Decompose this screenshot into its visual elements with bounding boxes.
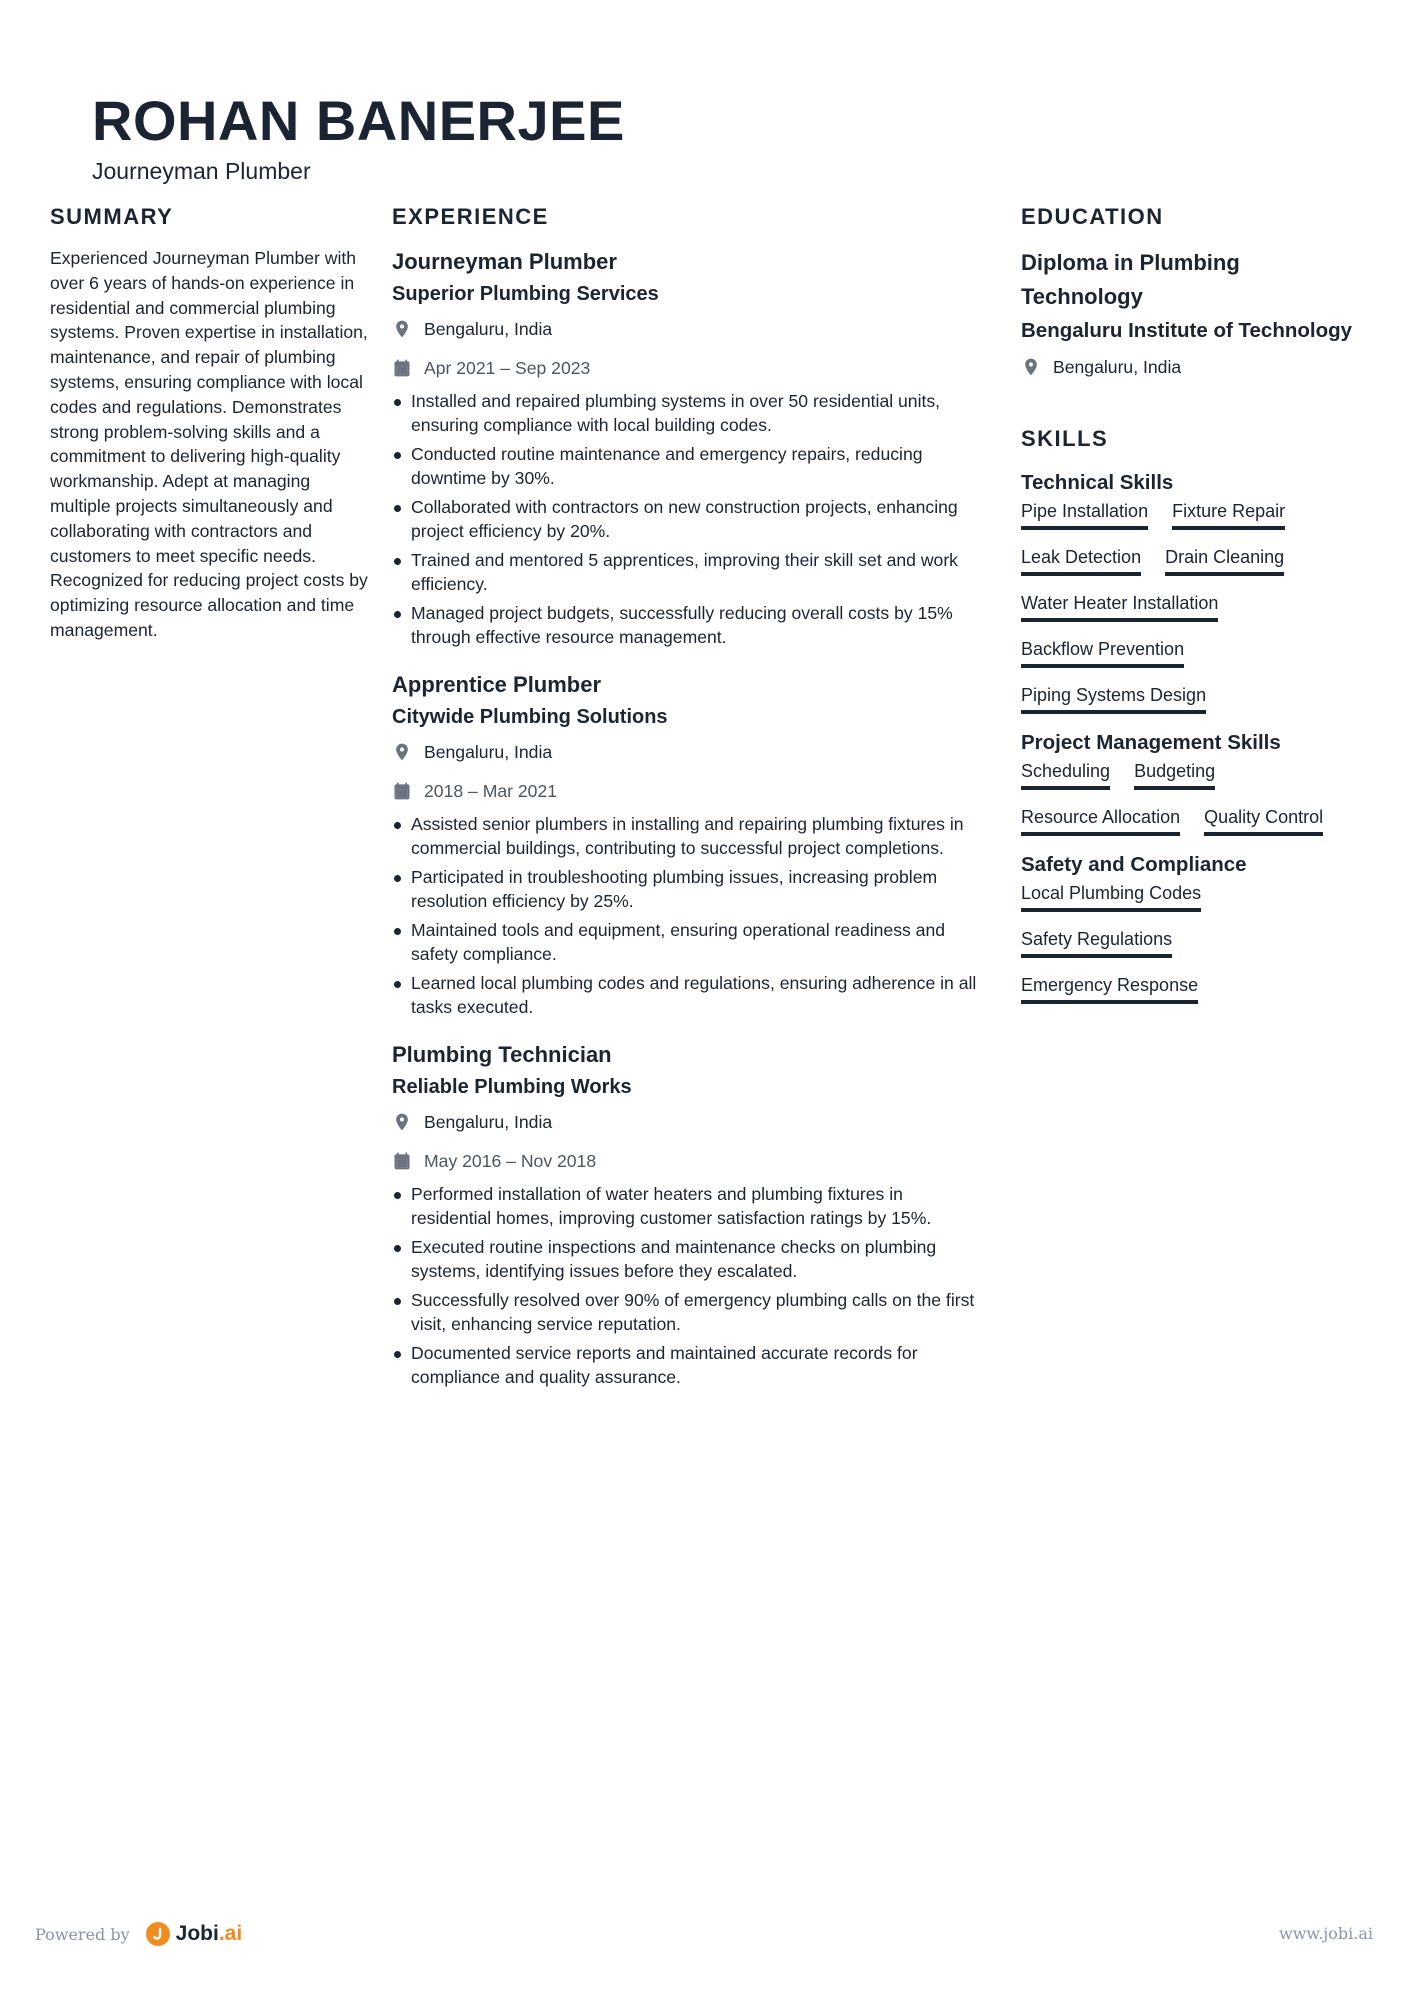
skill-tag: Water Heater Installation — [1021, 590, 1218, 622]
skill-tag: Budgeting — [1134, 758, 1215, 790]
job-bullets — [392, 1183, 982, 1389]
candidate-headline: Journeyman Plumber — [92, 158, 311, 184]
experience-section — [392, 200, 982, 1409]
logo-main: Jobi — [175, 1922, 219, 1945]
job-dates — [392, 771, 982, 811]
job-bullet: Conducted routine maintenance and emergency repairs, reducing downtime by 30%. — [392, 443, 982, 490]
skill-tag: Emergency Response — [1021, 972, 1198, 1004]
skills-section — [1021, 422, 1366, 1004]
skill-tag: Drain Cleaning — [1165, 544, 1284, 576]
jobi-logo-icon — [146, 1922, 170, 1946]
job-title: Apprentice Plumber — [392, 672, 602, 697]
skill-tag: Quality Control — [1204, 804, 1323, 836]
job-dates-text: Apr 2021 – Sep 2023 — [424, 358, 591, 378]
calendar-icon — [392, 781, 412, 801]
job-bullet: Maintained tools and equipment, ensuring operational readiness and safety compliance. — [392, 919, 982, 966]
job-bullet: Performed installation of water heaters and plumbing fixtures in residential homes, improving customer satisfaction ratings by 15%. — [392, 1183, 982, 1230]
skill-tag: Piping Systems Design — [1021, 682, 1206, 714]
job-bullet: Executed routine inspections and maintenance checks on plumbing systems, identifying issues before they escalated. — [392, 1236, 982, 1283]
job-bullet: Successfully resolved over 90% of emergency plumbing calls on the first visit, enhancing service reputation. — [392, 1289, 982, 1336]
education-section — [1021, 200, 1366, 386]
calendar-icon — [392, 1151, 412, 1171]
skill-category-safety: Safety and Compliance — [1021, 853, 1247, 876]
calendar-icon — [392, 358, 412, 378]
job-dates-text: May 2016 – Nov 2018 — [424, 1151, 597, 1171]
job-company: Superior Plumbing Services — [392, 283, 659, 305]
job-entry — [392, 1039, 982, 1389]
job-title: Journeyman Plumber — [392, 249, 617, 274]
logo-suffix: .ai — [218, 1922, 243, 1945]
skill-tag: Backflow Prevention — [1021, 636, 1184, 668]
summary-title: SUMMARY — [50, 204, 174, 229]
skill-tag: Resource Allocation — [1021, 804, 1180, 836]
job-company: Reliable Plumbing Works — [392, 1076, 632, 1098]
map-pin-icon — [392, 319, 412, 339]
job-location-text: Bengaluru, India — [424, 1112, 553, 1132]
skill-tag: Pipe Installation — [1021, 498, 1148, 530]
experience-title: EXPERIENCE — [392, 204, 549, 229]
map-pin-icon — [392, 742, 412, 762]
education-title: EDUCATION — [1021, 204, 1164, 229]
summary-text: Experienced Journeyman Plumber with over 6 years of hands-on experience in residential and commercial plumbing systems. Proven expertise in installation, maintenance, and repair of plumbing systems, ensuring compliance with local codes and regulations. Demonstrates strong problem-solving skills and a commitment to delivering high-quality workmanship. Adept at managing multiple projects simultaneously and collaborating with contractors and customers to meet specific needs. Recognized for reducing project costs by optimizing resource allocation and time management. — [50, 248, 368, 640]
job-bullets — [392, 813, 982, 1019]
job-bullet: Collaborated with contractors on new construction projects, enhancing project efficiency by 20%. — [392, 496, 982, 543]
job-bullet: Documented service reports and maintained accurate records for compliance and quality assurance. — [392, 1342, 982, 1389]
job-dates — [392, 348, 982, 388]
map-pin-icon — [392, 1112, 412, 1132]
skill-tags-project-management — [1021, 758, 1366, 836]
job-bullet: Assisted senior plumbers in installing and repairing plumbing fixtures in commercial buildings, contributing to successful project completions. — [392, 813, 982, 860]
skill-tags-safety — [1021, 880, 1366, 1004]
powered-by[interactable] — [35, 1922, 242, 1946]
summary-section — [50, 200, 370, 643]
website-link[interactable]: www.jobi.ai — [1279, 1924, 1373, 1943]
job-company: Citywide Plumbing Solutions — [392, 706, 668, 728]
powered-by-text: Powered by — [35, 1924, 130, 1944]
skill-tag: Local Plumbing Codes — [1021, 880, 1201, 912]
skill-tag: Scheduling — [1021, 758, 1110, 790]
jobi-logo-text — [176, 1922, 243, 1946]
job-bullet: Installed and repaired plumbing systems in over 50 residential units, ensuring compliance with local building codes. — [392, 390, 982, 437]
job-dates — [392, 1141, 982, 1181]
job-location-text: Bengaluru, India — [424, 742, 553, 762]
job-bullets — [392, 390, 982, 649]
job-entry — [392, 669, 982, 1019]
education-location-text: Bengaluru, India — [1053, 357, 1182, 377]
skill-tag: Safety Regulations — [1021, 926, 1172, 958]
skill-category-technical: Technical Skills — [1021, 471, 1174, 494]
job-location-text: Bengaluru, India — [424, 319, 553, 339]
education-location — [1021, 348, 1366, 386]
candidate-name: ROHAN BANERJEE — [92, 89, 625, 152]
skill-tags-technical — [1021, 498, 1366, 714]
skill-category-project-management: Project Management Skills — [1021, 731, 1281, 754]
skill-tag: Leak Detection — [1021, 544, 1141, 576]
job-title: Plumbing Technician — [392, 1042, 612, 1067]
job-entry — [392, 246, 982, 649]
job-location — [392, 310, 982, 348]
education-degree: Diploma in Plumbing Technology — [1021, 250, 1240, 309]
job-bullet: Participated in troubleshooting plumbing issues, increasing problem resolution efficiency by 25%. — [392, 866, 982, 913]
job-dates-text: 2018 – Mar 2021 — [424, 781, 558, 801]
job-bullet: Trained and mentored 5 apprentices, improving their skill set and work efficiency. — [392, 549, 982, 596]
skills-title: SKILLS — [1021, 426, 1109, 451]
job-location — [392, 733, 982, 771]
right-column — [1021, 200, 1366, 1018]
job-location — [392, 1103, 982, 1141]
job-bullet: Managed project budgets, successfully reducing overall costs by 15% through effective resource management. — [392, 602, 982, 649]
skill-tag: Fixture Repair — [1172, 498, 1285, 530]
job-bullet: Learned local plumbing codes and regulations, ensuring adherence in all tasks executed. — [392, 972, 982, 1019]
map-pin-icon — [1021, 357, 1041, 377]
education-school: Bengaluru Institute of Technology — [1021, 319, 1353, 342]
